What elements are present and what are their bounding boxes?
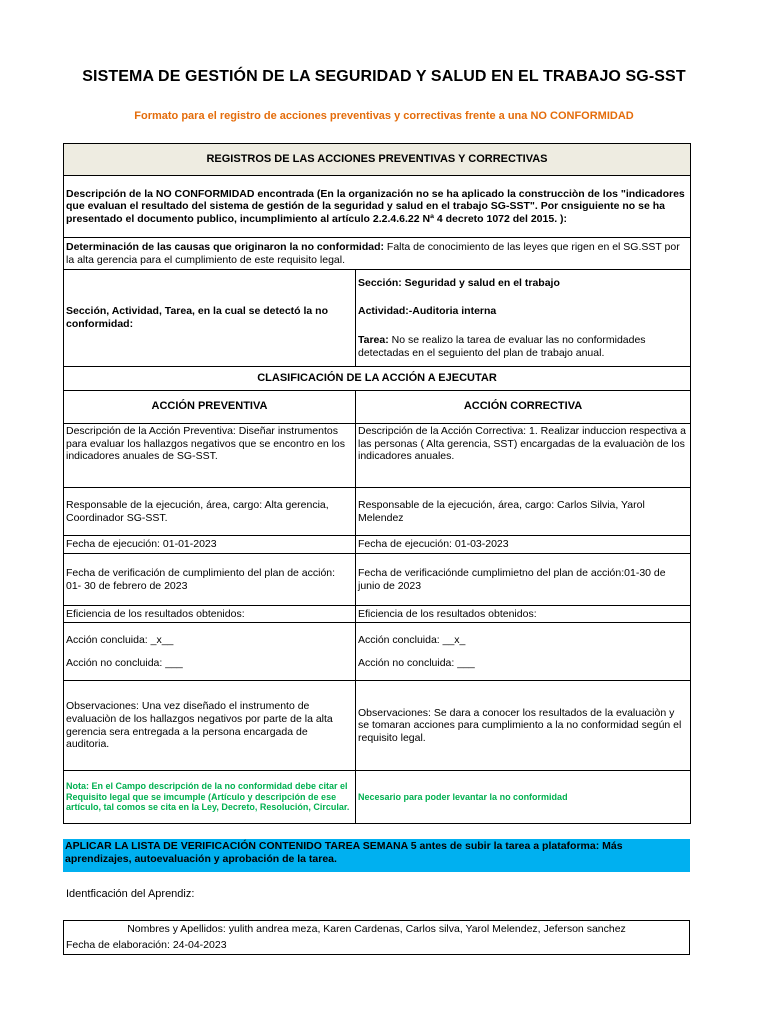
tarea-label: Tarea: xyxy=(358,334,389,346)
correctiva-responsable[interactable]: Responsable de la ejecución, área, cargo: Carlos Silvia, Yarol Melendez xyxy=(356,488,691,536)
seccion-detalle[interactable] xyxy=(356,270,691,367)
correctiva-observaciones[interactable]: Observaciones: Se dara a conocer los resultados de la evaluaciòn y se tomaran acciones para cumplimiento a la no conformidad según el requisito legal. xyxy=(356,681,691,771)
correctiva-fecha-verificacion[interactable]: Fecha de verificaciónde cumplimietno del plan de acción:01-30 de junio de 2023 xyxy=(356,554,691,606)
correctiva-concluida: Acción concluida: __x_ xyxy=(358,633,466,646)
determinacion-causas[interactable] xyxy=(64,238,691,270)
preventiva-conclusion[interactable] xyxy=(64,623,356,681)
identificacion-label: Identficación del Aprendiz: xyxy=(66,888,195,900)
actividad-value: -Auditoria interna xyxy=(408,305,497,318)
section-title: REGISTROS DE LAS ACCIONES PREVENTIVAS Y CORRECTIVAS xyxy=(64,144,691,176)
clasificacion-title: CLASIFICACIÓN DE LA ACCIÓN A EJECUTAR xyxy=(64,367,691,391)
preventiva-no-concluida: Acción no concluida: ___ xyxy=(66,656,183,669)
aprendiz-box xyxy=(63,920,690,955)
correctiva-conclusion[interactable] xyxy=(356,623,691,681)
correctiva-eficiencia: Eficiencia de los resultados obtenidos: xyxy=(356,606,691,623)
correctiva-descripcion[interactable]: Descripción de la Acción Correctiva: 1. Realizar induccion respectiva a las personas ( Alta gerencia, SST) encargadas de la evaluaciòn de los indicadores anuales. xyxy=(356,424,691,488)
accion-preventiva-header: ACCIÓN PREVENTIVA xyxy=(64,391,356,424)
causas-label: Determinación de las causas que originaron la no conformidad: xyxy=(66,240,384,253)
instruction-banner: APLICAR LA LISTA DE VERIFICACIÓN CONTENIDO TAREA SEMANA 5 antes de subir la tarea a plataforma: Más aprendizajes, autoevaluación y aprobación de la tarea. xyxy=(63,839,690,872)
nombres-apellidos: Nombres y Apellidos: yulith andrea meza, Karen Cardenas, Carlos silva, Yarol Melendez, Jeferson sanchez xyxy=(127,923,626,935)
actividad-label: Actividad: xyxy=(358,305,409,318)
descripcion-label: Descripción de la NO CONFORMIDAD encontrada ( xyxy=(66,187,321,200)
seccion-label: Sección: xyxy=(358,276,402,289)
preventiva-descripcion[interactable]: Descripción de la Acción Preventiva: Diseñar instrumentos para evaluar los hallazgos negativos que se encontro en los indicadores anuales de SG-SST. xyxy=(64,424,356,488)
tarea-value: No se realizo la tarea de evaluar las no conformidades detectadas en el seguiento del plan de trabajo anual. xyxy=(358,334,646,359)
seccion-value: Seguridad y salud en el trabajo xyxy=(401,276,560,289)
preventiva-responsable[interactable]: Responsable de la ejecución, área, cargo: Alta gerencia, Coordinador SG-SST. xyxy=(64,488,356,536)
preventiva-fecha-ejecucion[interactable]: Fecha de ejecución: 01-01-2023 xyxy=(64,536,356,554)
document-subtitle: Formato para el registro de acciones preventivas y correctivas frente a una NO CONFORMIDAD xyxy=(134,110,634,122)
descripcion-value: En la organización no se ha aplicado la construcciòn de los "indicadores que evaluan el resultado del sistema de gestión de la seguridad y salud en el trabajo SG-SST". Por cnsiguiente no se ha presentado el documento publico, incumplimiento al artículo 2.2.4.6.22 Nª 4 decreto 1072 del 2015. ): xyxy=(66,187,685,225)
accion-correctiva-header: ACCIÓN CORRECTIVA xyxy=(356,391,691,424)
preventiva-eficiencia: Eficiencia de los resultados obtenidos: xyxy=(64,606,356,623)
seccion-actividad-label: Sección, Actividad, Tarea, en la cual se detectó la no conformidad: xyxy=(64,270,356,367)
nota-derecha: Necesario para poder levantar la no conformidad xyxy=(356,771,691,824)
preventiva-observaciones[interactable]: Observaciones: Una vez diseñado el instrumento de evaluaciòn de los hallazgos negativos por parte de la alta gerencia sera entregada a la persona encargada de auditoria. xyxy=(64,681,356,771)
causas-value: Falta de conocimiento de las leyes que rigen en el SG.SST por la alta gerencia para el cumplimiento de este requisito legal. xyxy=(66,240,680,266)
descripcion-no-conformidad[interactable] xyxy=(64,176,691,238)
document-title: SISTEMA DE GESTIÓN DE LA SEGURIDAD Y SALUD EN EL TRABAJO SG-SST xyxy=(82,68,686,85)
preventiva-concluida: Acción concluida: _x__ xyxy=(66,633,174,646)
nota-campo: Nota: En el Campo descripción de la no conformidad debe citar el Requisito legal que se imcumple (Artículo y descripción de ese artículo, tal comos se cita en la Ley, Decreto, Resolución, Circular. xyxy=(64,771,356,824)
preventiva-fecha-verificacion[interactable]: Fecha de verificación de cumplimiento del plan de acción: 01- 30 de febrero de 2023 xyxy=(64,554,356,606)
registro-table xyxy=(63,143,691,824)
correctiva-no-concluida: Acción no concluida: ___ xyxy=(358,656,475,669)
fecha-elaboracion: Fecha de elaboración: 24-04-2023 xyxy=(66,939,227,951)
correctiva-fecha-ejecucion[interactable]: Fecha de ejecución: 01-03-2023 xyxy=(356,536,691,554)
